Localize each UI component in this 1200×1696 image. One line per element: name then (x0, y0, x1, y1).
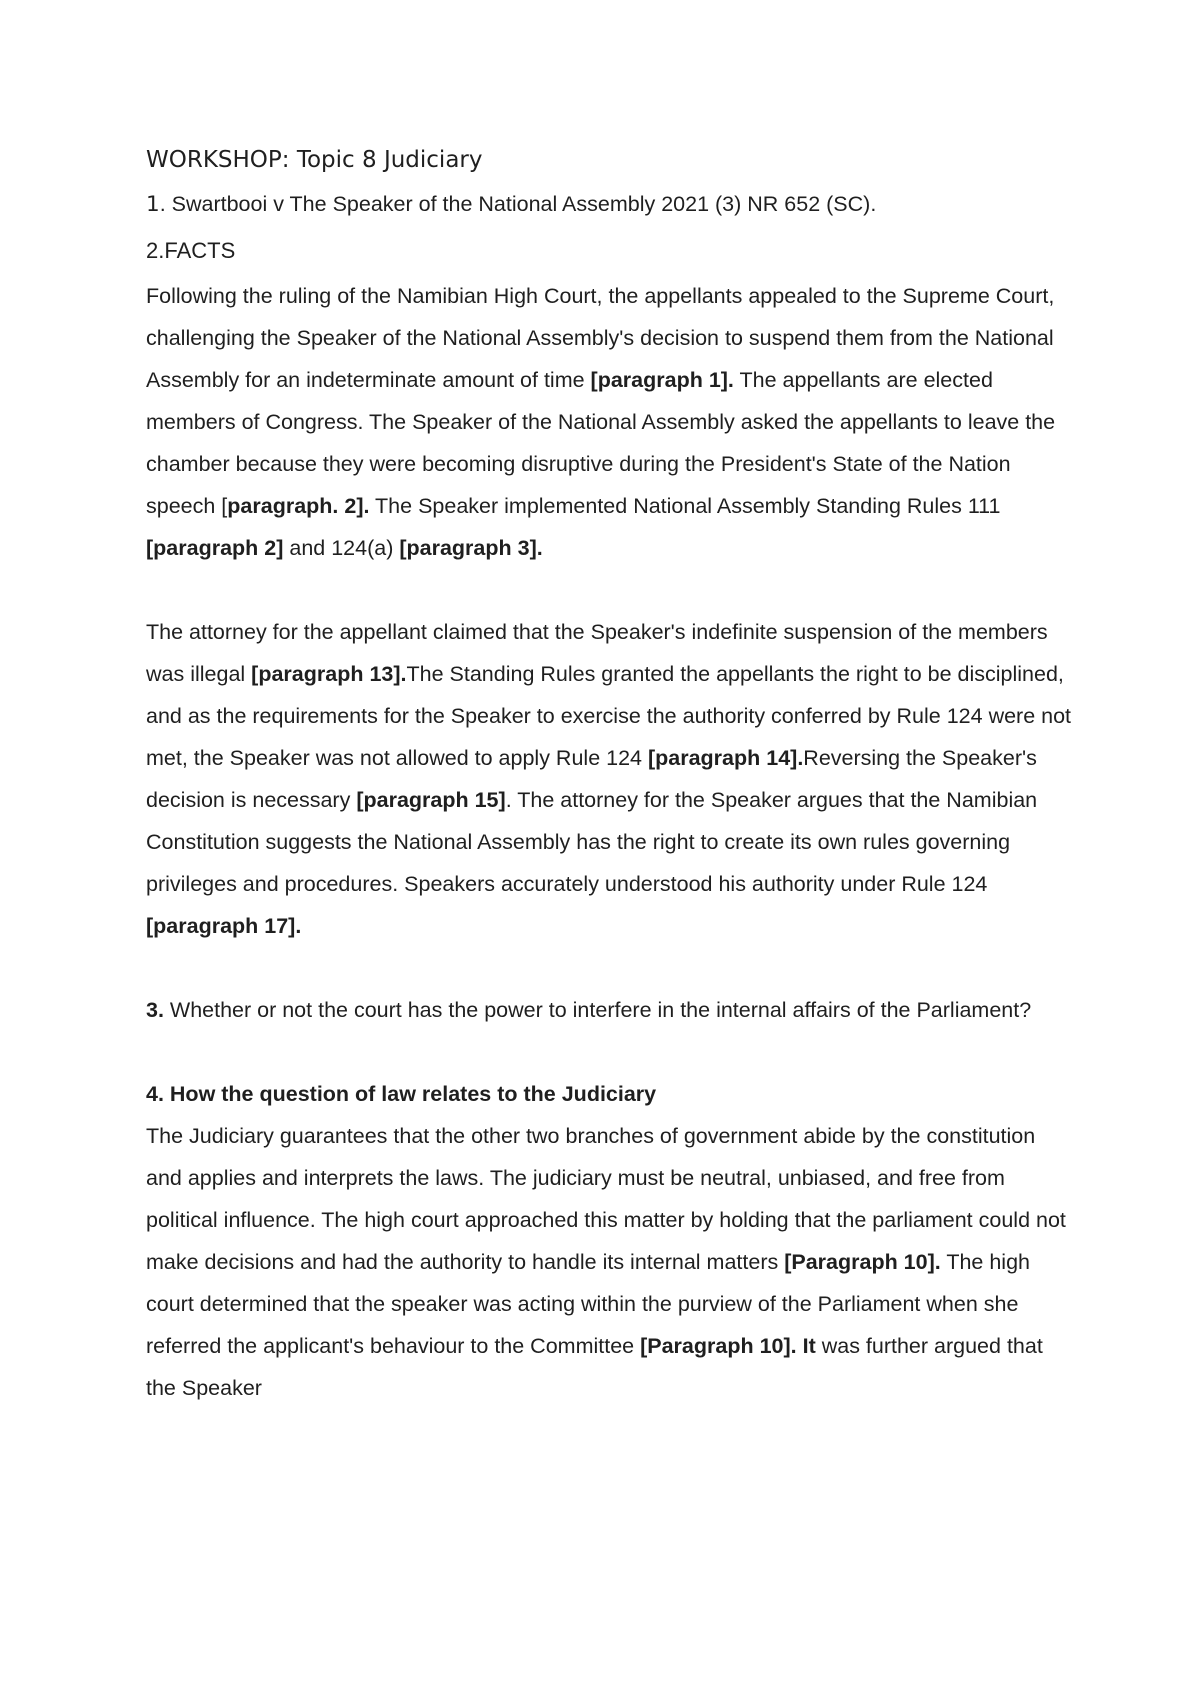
section-4-heading: 4. How the question of law relates to the Judiciary (146, 1082, 657, 1106)
text-run: was further argued that the Speaker (146, 1334, 1043, 1400)
paragraph-reference: [paragraph 3]. (399, 536, 543, 560)
paragraph-reference: paragraph. 2]. (227, 494, 370, 518)
section-4-paragraph (146, 1115, 1076, 1409)
spacer (146, 569, 1076, 611)
question-number: 3. (146, 998, 164, 1022)
text-run: Following the ruling of the Namibian High Court, the appellants appealed to the Supreme Court, challenging the Speaker of the National Assembly's decision to suspend them from the National Assembly for an indeterminate amount of time (146, 284, 1055, 392)
paragraph-reference: [Paragraph 10]. It (640, 1334, 816, 1358)
text-run: The appellants are elected members of Congress. The Speaker of the National Assembly asked the appellants to leave the chamber because they were becoming disruptive during the President's State of the Nation speech [ (146, 368, 1056, 518)
facts-paragraph-2 (146, 611, 1076, 947)
paragraph-reference: [Paragraph 10]. (784, 1250, 941, 1274)
spacer (146, 1031, 1076, 1073)
text-run: and 124(a) (283, 536, 400, 560)
legal-question (146, 989, 1076, 1031)
paragraph-reference: [paragraph 14]. (647, 746, 804, 770)
case-text: . Swartbooi v The Speaker of the National Assembly 2021 (3) NR 652 (SC). (159, 192, 877, 216)
paragraph-reference: [paragraph 2] (146, 536, 284, 560)
paragraph-reference: [paragraph 1]. (590, 368, 734, 392)
document-title: WORKSHOP: Topic 8 Judiciary (146, 147, 483, 173)
paragraph-reference: [paragraph 13]. (251, 662, 407, 686)
text-run: Reversing the Speaker's decision is necessary (146, 746, 1037, 812)
text-run: The high court determined that the speaker was acting within the purview of the Parliament when she referred the applicant's behaviour to the Committee (146, 1250, 1030, 1358)
case-citation (146, 182, 1076, 227)
text-run: The attorney for the appellant claimed that the Speaker's indefinite suspension of the members was illegal (146, 620, 1048, 686)
paragraph-reference: [paragraph 17]. (146, 914, 302, 938)
question-text: Whether or not the court has the power to interfere in the internal affairs of the Parliament? (163, 998, 1032, 1022)
spacer (146, 947, 1076, 989)
text-run: The Judiciary guarantees that the other two branches of government abide by the constitution and applies and interprets the laws. The judiciary must be neutral, unbiased, and free from political influence. The high court approached this matter by holding that the parliament could not make decisions and had the authority to handle its internal matters (146, 1124, 1066, 1274)
facts-heading: 2.FACTS (146, 238, 236, 263)
facts-paragraph-1 (146, 275, 1076, 569)
text-run: The Speaker implemented National Assembly Standing Rules 111 (369, 494, 1001, 518)
case-number: 1 (146, 192, 160, 217)
text-run: The Standing Rules granted the appellants the right to be disciplined, and as the requirements for the Speaker to exercise the authority conferred by Rule 124 were not met, the Speaker was not allowed to apply Rule 124 (146, 662, 1072, 770)
document-page (146, 138, 1076, 1409)
paragraph-reference: [paragraph 15] (356, 788, 506, 812)
text-run: . The attorney for the Speaker argues that the Namibian Constitution suggests the National Assembly has the right to create its own rules governing privileges and procedures. Speakers accurately understood his authority under Rule 124 (146, 788, 1038, 896)
